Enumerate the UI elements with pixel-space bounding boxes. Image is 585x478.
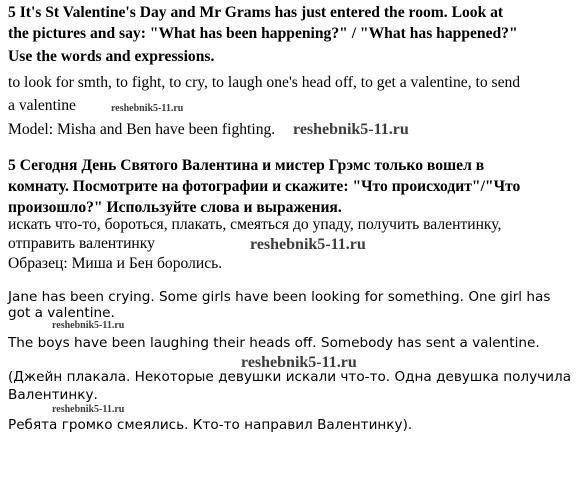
answer-line-2: got a valentine. bbox=[8, 305, 115, 321]
task-en-expressions-line-1: to look for smth, to fight, to cry, to laugh one's head off, to get a valentine, to send bbox=[8, 74, 521, 91]
task-ru-expressions-line-1: искать что-то, бороться, плакать, смеяться до упаду, получить валентинку, bbox=[8, 216, 502, 233]
watermark-big: reshebnik5-11.ru bbox=[250, 236, 366, 253]
task-ru-expressions-line-2: отправить валентинку bbox=[8, 235, 155, 252]
answer-line-4: (Джейн плакала. Некоторые девушки искали что-то. Одна девушка получила bbox=[8, 369, 572, 385]
task-en-heading-line-1: 5 It's St Valentine's Day and Mr Grams has just entered the room. Look at bbox=[8, 4, 504, 21]
answer-line-1: Jane has been crying. Some girls have been looking for something. One girl has bbox=[8, 289, 551, 305]
task-en-expressions-line-2: a valentine bbox=[8, 97, 76, 114]
watermark-big: reshebnik5-11.ru bbox=[241, 354, 357, 371]
watermark-small: reshebnik5-11.ru bbox=[52, 404, 125, 415]
answer-line-5: Валентинку. bbox=[8, 387, 98, 403]
task-en-heading-line-3: Use the words and expressions. bbox=[8, 48, 215, 65]
watermark-big: reshebnik5-11.ru bbox=[293, 121, 409, 138]
answer-line-3: The boys have been laughing their heads off. Somebody has sent a valentine. bbox=[8, 335, 540, 351]
task-en-heading-line-2: the pictures and say: "What has been happening?" / "What has happened?" bbox=[8, 25, 518, 42]
task-en-model: Model: Misha and Ben have been fighting. bbox=[8, 121, 276, 138]
task-ru-heading-line-3: произошло?" Используйте слова и выражения. bbox=[8, 199, 342, 216]
answer-line-6: Ребята громко смеялись. Кто-то направил Валентинку). bbox=[8, 417, 413, 433]
task-ru-model: Образец: Миша и Бен боролись. bbox=[8, 255, 223, 272]
watermark-small: reshebnik5-11.ru bbox=[111, 103, 184, 114]
task-ru-heading-line-2: комнату. Посмотрите на фотографии и скажите: "Что происходит"/"Что bbox=[8, 178, 521, 195]
watermark-small: reshebnik5-11.ru bbox=[52, 320, 125, 331]
task-ru-heading-line-1: 5 Сегодня День Святого Валентина и мистер Грэмс только вошел в bbox=[8, 157, 485, 174]
